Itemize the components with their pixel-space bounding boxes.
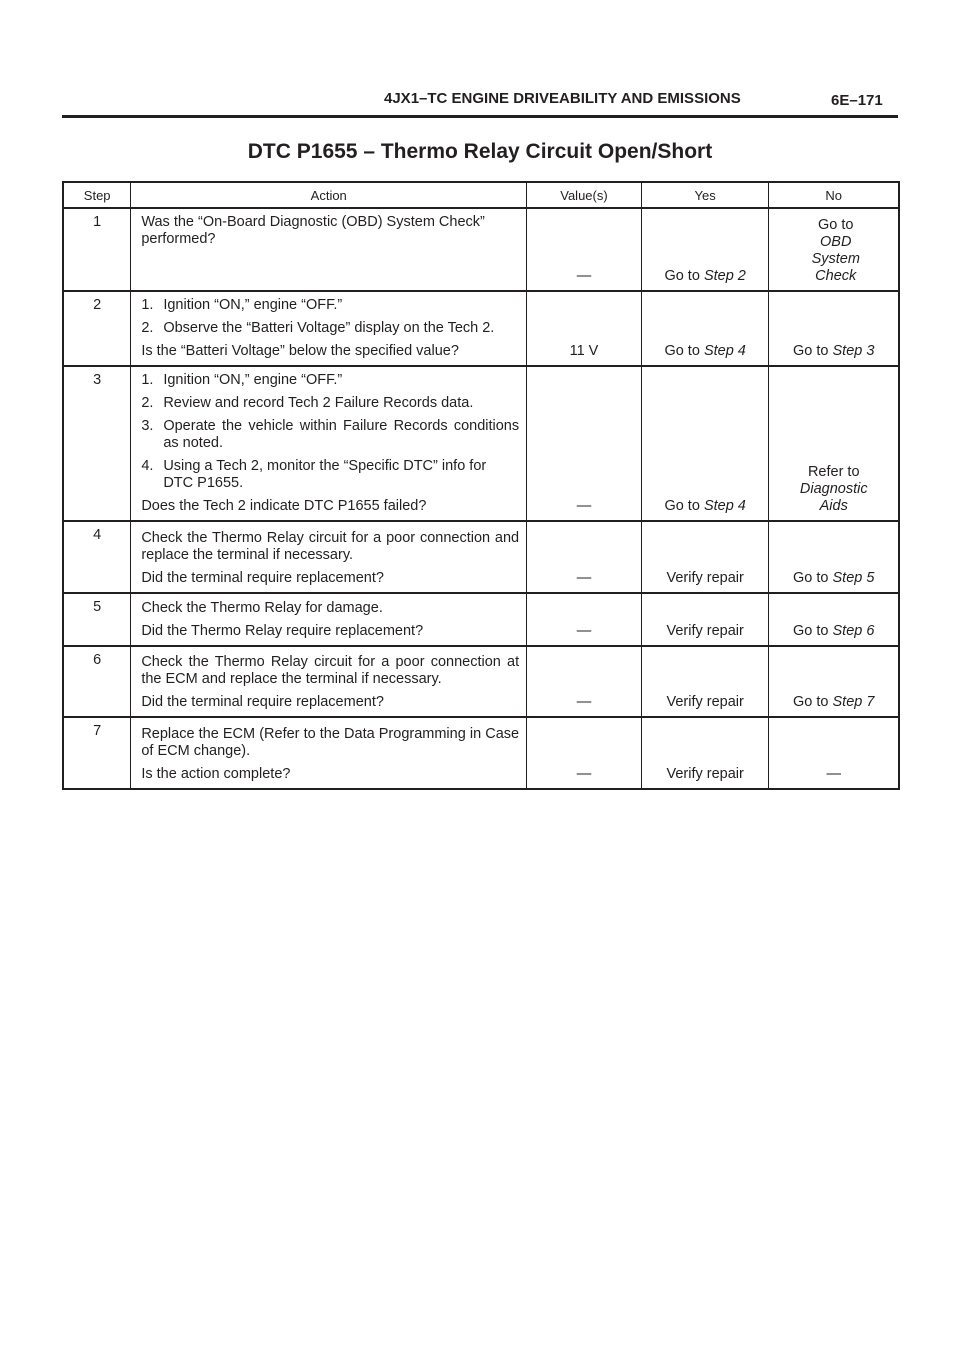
action-cell	[131, 593, 527, 646]
action-item	[141, 395, 519, 412]
action-text: Check the Thermo Relay for damage.	[141, 600, 383, 616]
section-title: 4JX1–TC ENGINE DRIVEABILITY AND EMISSIONS	[384, 90, 741, 107]
yes-cell: Verify repair	[641, 717, 769, 789]
value-cell: —	[527, 521, 642, 593]
col-header-yes: Yes	[641, 182, 769, 208]
no-prefix: Go to	[793, 343, 829, 359]
table-row	[63, 291, 899, 366]
action-item	[141, 320, 519, 337]
action-cell	[131, 717, 527, 789]
no-prefix: Go to	[793, 694, 829, 710]
action-question: Is the action complete?	[141, 766, 291, 782]
yes-prefix: Go to	[664, 343, 700, 359]
yes-prefix: Go to	[664, 498, 700, 514]
action-text: Check the Thermo Relay circuit for a poor connection at the ECM and replace the terminal if necessary.	[141, 654, 520, 687]
no-prefix: Refer to	[807, 464, 860, 480]
yes-cell	[641, 291, 769, 366]
value-cell: —	[527, 593, 642, 646]
value-cell: —	[527, 646, 642, 717]
no-cell	[769, 208, 899, 291]
item-text: Operate the vehicle within Failure Records conditions as noted.	[163, 418, 520, 451]
action-item	[141, 418, 519, 452]
header-rule	[62, 115, 898, 118]
action-question: Did the Thermo Relay require replacement?	[141, 623, 424, 639]
action-text: Was the “On-Board Diagnostic (OBD) System Check” performed?	[141, 214, 485, 247]
action-cell	[131, 291, 527, 366]
col-header-values: Value(s)	[527, 182, 642, 208]
step-number: 1	[63, 208, 131, 291]
no-cell	[769, 646, 899, 717]
no-prefix: Go to	[818, 217, 854, 233]
page-number: 6E–171	[831, 92, 883, 109]
yes-cell	[641, 208, 769, 291]
no-cell: —	[769, 717, 899, 789]
no-prefix: Go to	[793, 570, 829, 586]
value-cell: 11 V	[527, 291, 642, 366]
yes-link: Step 4	[703, 343, 746, 359]
yes-link: Step 4	[703, 498, 746, 514]
step-number: 3	[63, 366, 131, 521]
action-item	[141, 297, 519, 314]
item-number: 4.	[141, 458, 154, 474]
step-number: 6	[63, 646, 131, 717]
item-number: 1.	[141, 297, 154, 313]
yes-cell: Verify repair	[641, 593, 769, 646]
no-link: OBD System Check	[811, 234, 860, 284]
action-cell	[131, 366, 527, 521]
table-row	[63, 717, 899, 789]
table-row	[63, 593, 899, 646]
action-item	[141, 372, 519, 389]
no-link: Step 5	[832, 570, 875, 586]
action-question: Is the “Batteri Voltage” below the specified value?	[141, 343, 459, 359]
action-item	[141, 458, 519, 492]
no-cell	[769, 593, 899, 646]
yes-cell: Verify repair	[641, 521, 769, 593]
action-question: Does the Tech 2 indicate DTC P1655 failed?	[141, 498, 427, 514]
col-header-action: Action	[131, 182, 527, 208]
item-text: Ignition “ON,” engine “OFF.”	[163, 297, 343, 313]
action-question: Did the terminal require replacement?	[141, 570, 384, 586]
yes-prefix: Go to	[664, 268, 700, 284]
step-number: 5	[63, 593, 131, 646]
no-link: Step 6	[832, 623, 875, 639]
col-header-no: No	[769, 182, 899, 208]
no-cell	[769, 291, 899, 366]
item-number: 1.	[141, 372, 154, 388]
value-cell: —	[527, 717, 642, 789]
col-header-step: Step	[63, 182, 131, 208]
yes-cell	[641, 366, 769, 521]
no-link: Step 3	[832, 343, 875, 359]
item-number: 3.	[141, 418, 154, 434]
no-cell	[769, 521, 899, 593]
action-cell	[131, 646, 527, 717]
action-text: Replace the ECM (Refer to the Data Programming in Case of ECM change).	[141, 726, 520, 759]
value-cell: —	[527, 208, 642, 291]
table-row	[63, 208, 899, 291]
step-number: 7	[63, 717, 131, 789]
table-row	[63, 366, 899, 521]
action-question: Did the terminal require replacement?	[141, 694, 384, 710]
no-link: Diagnostic Aids	[799, 481, 868, 514]
item-text: Using a Tech 2, monitor the “Specific DTC” info for DTC P1655.	[163, 458, 487, 491]
no-cell	[769, 366, 899, 521]
item-number: 2.	[141, 320, 154, 336]
table-row	[63, 646, 899, 717]
diagnostic-table	[62, 181, 900, 790]
value-cell: —	[527, 366, 642, 521]
action-cell	[131, 521, 527, 593]
yes-link: Step 2	[703, 268, 746, 284]
item-number: 2.	[141, 395, 154, 411]
page-title: DTC P1655 – Thermo Relay Circuit Open/Short	[247, 140, 713, 163]
table-row	[63, 521, 899, 593]
step-number: 2	[63, 291, 131, 366]
no-prefix: Go to	[793, 623, 829, 639]
no-link: Step 7	[832, 694, 875, 710]
yes-cell: Verify repair	[641, 646, 769, 717]
action-text: Check the Thermo Relay circuit for a poor connection and replace the terminal if necessary.	[141, 530, 520, 563]
item-text: Observe the “Batteri Voltage” display on the Tech 2.	[163, 320, 495, 336]
table-header-row	[63, 182, 899, 208]
item-text: Review and record Tech 2 Failure Records data.	[163, 395, 474, 411]
action-cell	[131, 208, 527, 291]
item-text: Ignition “ON,” engine “OFF.”	[163, 372, 343, 388]
step-number: 4	[63, 521, 131, 593]
